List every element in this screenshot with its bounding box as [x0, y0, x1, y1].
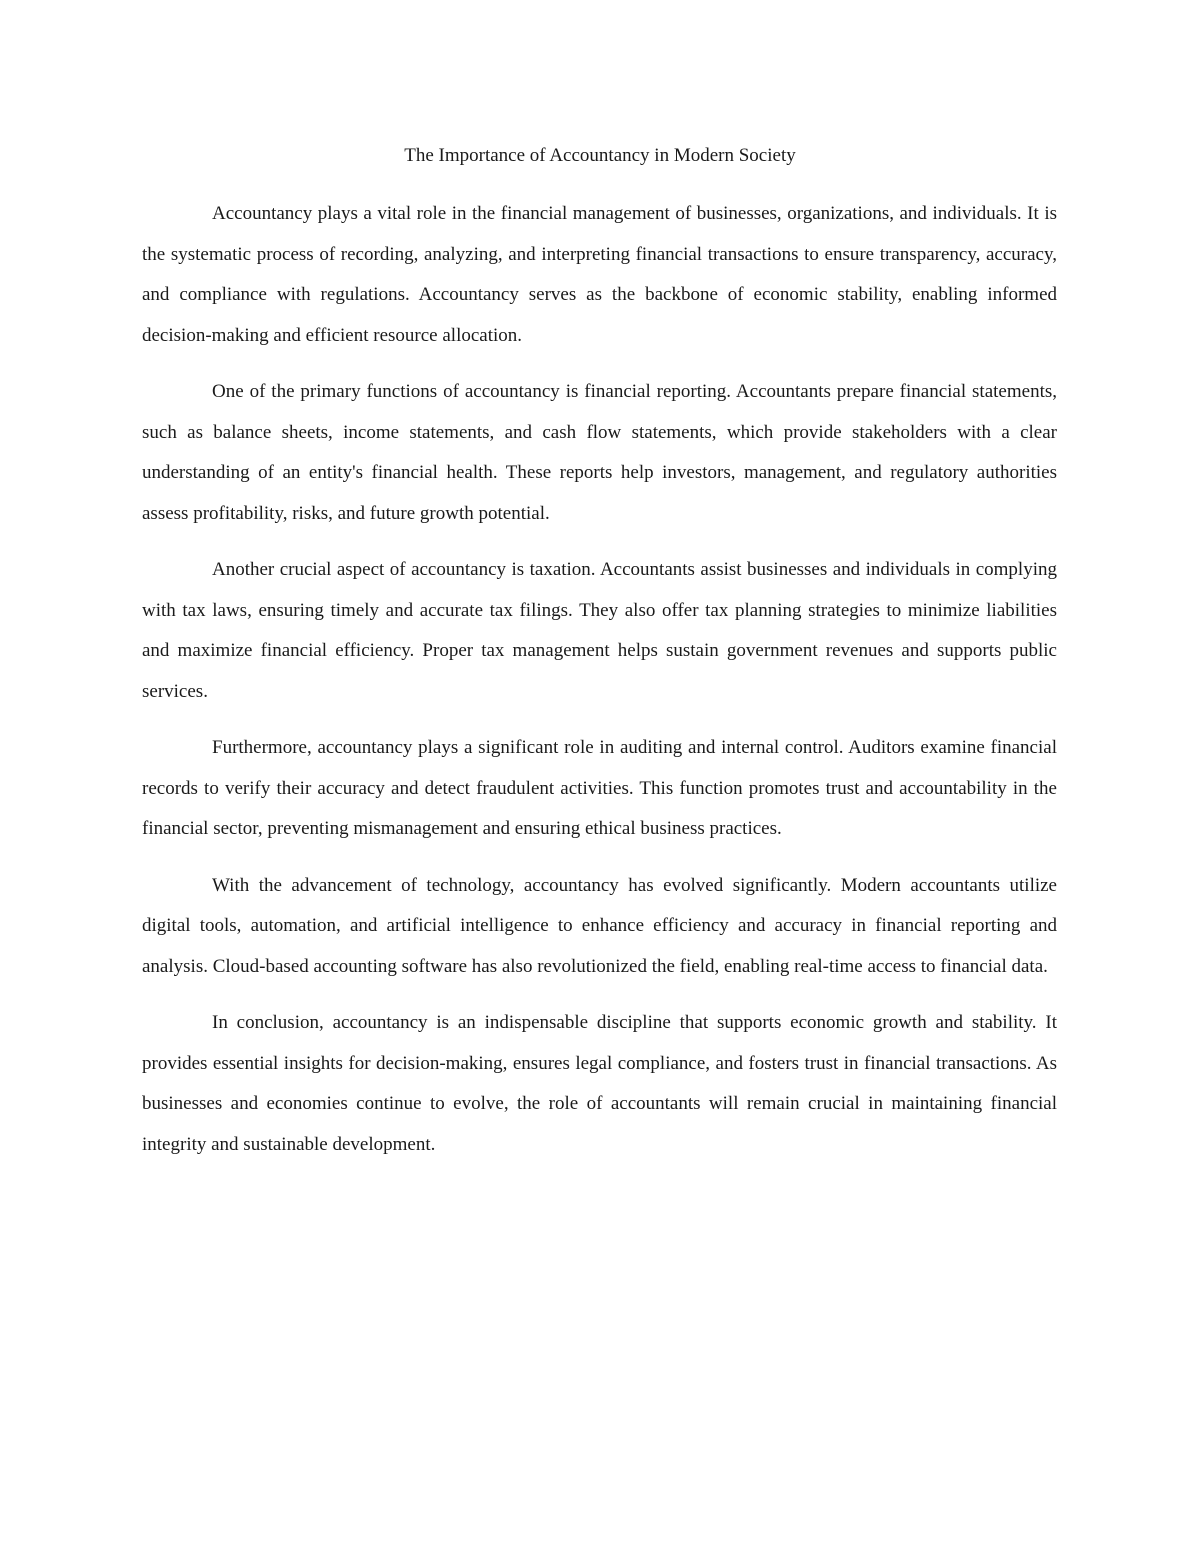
- document-title: The Importance of Accountancy in Modern Society: [404, 145, 796, 166]
- paragraph-conclusion: In conclusion, accountancy is an indispensable discipline that supports economic growth and stability. It provides essential insights for decision-making, ensures legal compliance, and fosters trust in financial transactions. As businesses and economies continue to evolve, the role of accountants will remain crucial in maintaining financial integrity and sustainable development.: [142, 1012, 1057, 1155]
- document-body: [142, 194, 1057, 1181]
- paragraph-auditing: Furthermore, accountancy plays a significant role in auditing and internal control. Auditors examine financial records to verify their accuracy and detect fraudulent activities. This function promotes trust and accountability in the financial sector, preventing mismanagement and ensuring ethical business practices.: [142, 737, 1057, 839]
- paragraph-taxation: Another crucial aspect of accountancy is taxation. Accountants assist businesses and individuals in complying with tax laws, ensuring timely and accurate tax filings. They also offer tax planning strategies to minimize liabilities and maximize financial efficiency. Proper tax management helps sustain government revenues and supports public services.: [142, 559, 1057, 702]
- paragraph-technology: With the advancement of technology, accountancy has evolved significantly. Modern accountants utilize digital tools, automation, and artificial intelligence to enhance efficiency and accuracy in financial reporting and analysis. Cloud-based accounting software has also revolutionized the field, enabling real-time access to financial data.: [142, 874, 1057, 977]
- paragraph-introduction: Accountancy plays a vital role in the financial management of businesses, organizations, and individuals. It is the systematic process of recording, analyzing, and interpreting financial transactions to ensure transparency, accuracy, and compliance with regulations. Accountancy serves as the backbone of economic stability, enabling informed decision-making and efficient resource allocation.: [142, 203, 1057, 346]
- paragraph-financial-reporting: One of the primary functions of accountancy is financial reporting. Accountants prepare financial statements, such as balance sheets, income statements, and cash flow statements, which provide stakeholders with a clear understanding of an entity's financial health. These reports help investors, management, and regulatory authorities assess profitability, risks, and future growth potential.: [142, 381, 1057, 524]
